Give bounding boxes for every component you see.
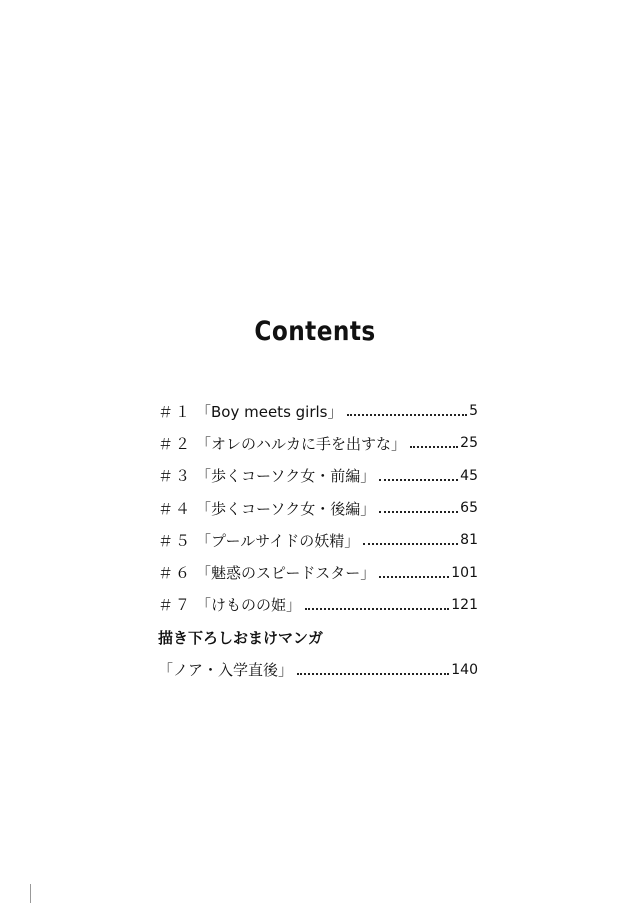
leader-dots xyxy=(305,594,449,610)
entry-title: 「Boy meets girls」 xyxy=(196,402,343,421)
entry-number: ＃７ xyxy=(158,596,193,615)
table-of-contents xyxy=(158,395,478,686)
entry-page: 81 xyxy=(460,532,478,549)
leader-dots xyxy=(379,497,458,513)
toc-entry-7 xyxy=(158,589,478,621)
toc-entry-5 xyxy=(158,524,478,556)
entry-number: ＃６ xyxy=(158,564,193,583)
entry-page: 65 xyxy=(460,500,478,517)
entry-number: ＃５ xyxy=(158,531,193,550)
entry-page: 101 xyxy=(451,564,478,581)
leader-dots xyxy=(347,400,468,416)
entry-page: 5 xyxy=(469,403,478,420)
entry-title: 「オレのハルカに手を出すな」 xyxy=(196,434,407,453)
leader-dots xyxy=(363,529,458,545)
bonus-heading-row xyxy=(158,621,478,653)
entry-title: 「プールサイドの妖精」 xyxy=(196,531,360,550)
leader-dots xyxy=(297,659,449,675)
entry-page: 25 xyxy=(460,435,478,452)
entry-number: ＃３ xyxy=(158,467,193,486)
entry-number: ＃１ xyxy=(158,402,193,421)
entry-page: 45 xyxy=(460,467,478,484)
entry-title: 「歩くコーソク女・前編」 xyxy=(196,467,376,486)
entry-page: 140 xyxy=(451,661,478,678)
entry-title: 「ノア・入学直後」 xyxy=(158,661,294,680)
entry-page: 121 xyxy=(451,596,478,613)
toc-entry-bonus xyxy=(158,653,478,685)
toc-entry-1 xyxy=(158,395,478,427)
entry-title: 「歩くコーソク女・後編」 xyxy=(196,499,376,518)
contents-title: Contents xyxy=(254,316,376,347)
bonus-heading: 描き下ろしおまけマンガ xyxy=(158,628,324,647)
toc-entry-2 xyxy=(158,427,478,459)
entry-title: 「けものの姫」 xyxy=(196,596,302,615)
leader-dots xyxy=(379,562,449,578)
leader-dots xyxy=(379,465,458,481)
entry-title: 「魅惑のスピードスター」 xyxy=(196,564,376,583)
toc-entry-3 xyxy=(158,460,478,492)
scan-edge-line xyxy=(30,884,31,903)
entry-number: ＃４ xyxy=(158,499,193,518)
entry-number: ＃２ xyxy=(158,434,193,453)
leader-dots xyxy=(410,432,458,448)
toc-entry-6 xyxy=(158,556,478,588)
toc-entry-4 xyxy=(158,492,478,524)
